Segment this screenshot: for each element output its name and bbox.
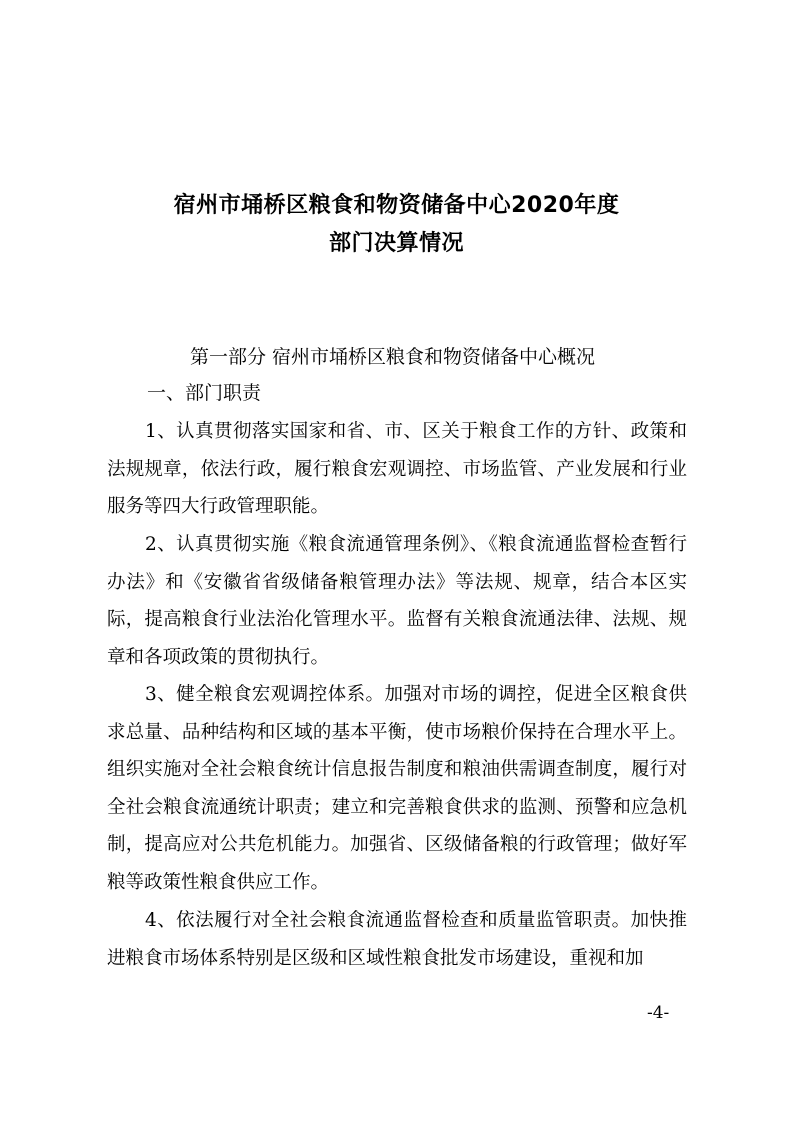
document-title-line-1: 宿州市埇桥区粮食和物资储备中心2020年度 [173,193,620,218]
paragraph-3: 3、健全粮食宏观调控体系。加强对市场的调控，促进全区粮食供求总量、品种结构和区域的基本平衡，使市场粮价保持在合理水平上。组织实施对全社会粮食统计信息报告制度和粮油供需调查制度，履行对全社会粮食流通统计职责；建立和完善粮食供求的监测、预警和应急机制，提高应对公共危机能力。加强省、区级储备粮的行政管理；做好军粮等政策性粮食供应工作。 [107,684,687,893]
paragraph-2: 2、认真贯彻实施《粮食流通管理条例》、《粮食流通监督检查暂行办法》和《安徽省省级储备粮管理办法》等法规、规章，结合本区实际，提高粮食行业法治化管理水平。监督有关粮食流通法律、法规、规章和各项政策的贯彻执行。 [107,534,687,668]
part-heading: 第一部分 宿州市埇桥区粮食和物资储备中心概况 [190,346,596,368]
section-heading: 一、部门职责 [147,382,262,404]
paragraph-1: 1、认真贯彻落实国家和省、市、区关于粮食工作的方针、政策和法规规章，依法行政，履行粮食宏观调控、市场监管、产业发展和行业服务等四大行政管理职能。 [107,421,687,517]
page-number: -4- [647,1003,670,1023]
document-title-line-2: 部门决算情况 [328,231,464,256]
paragraph-4: 4、依法履行对全社会粮食流通监督检查和质量监管职责。加快推进粮食市场体系特别是区级和区域性粮食批发市场建设，重视和加 [107,910,687,969]
